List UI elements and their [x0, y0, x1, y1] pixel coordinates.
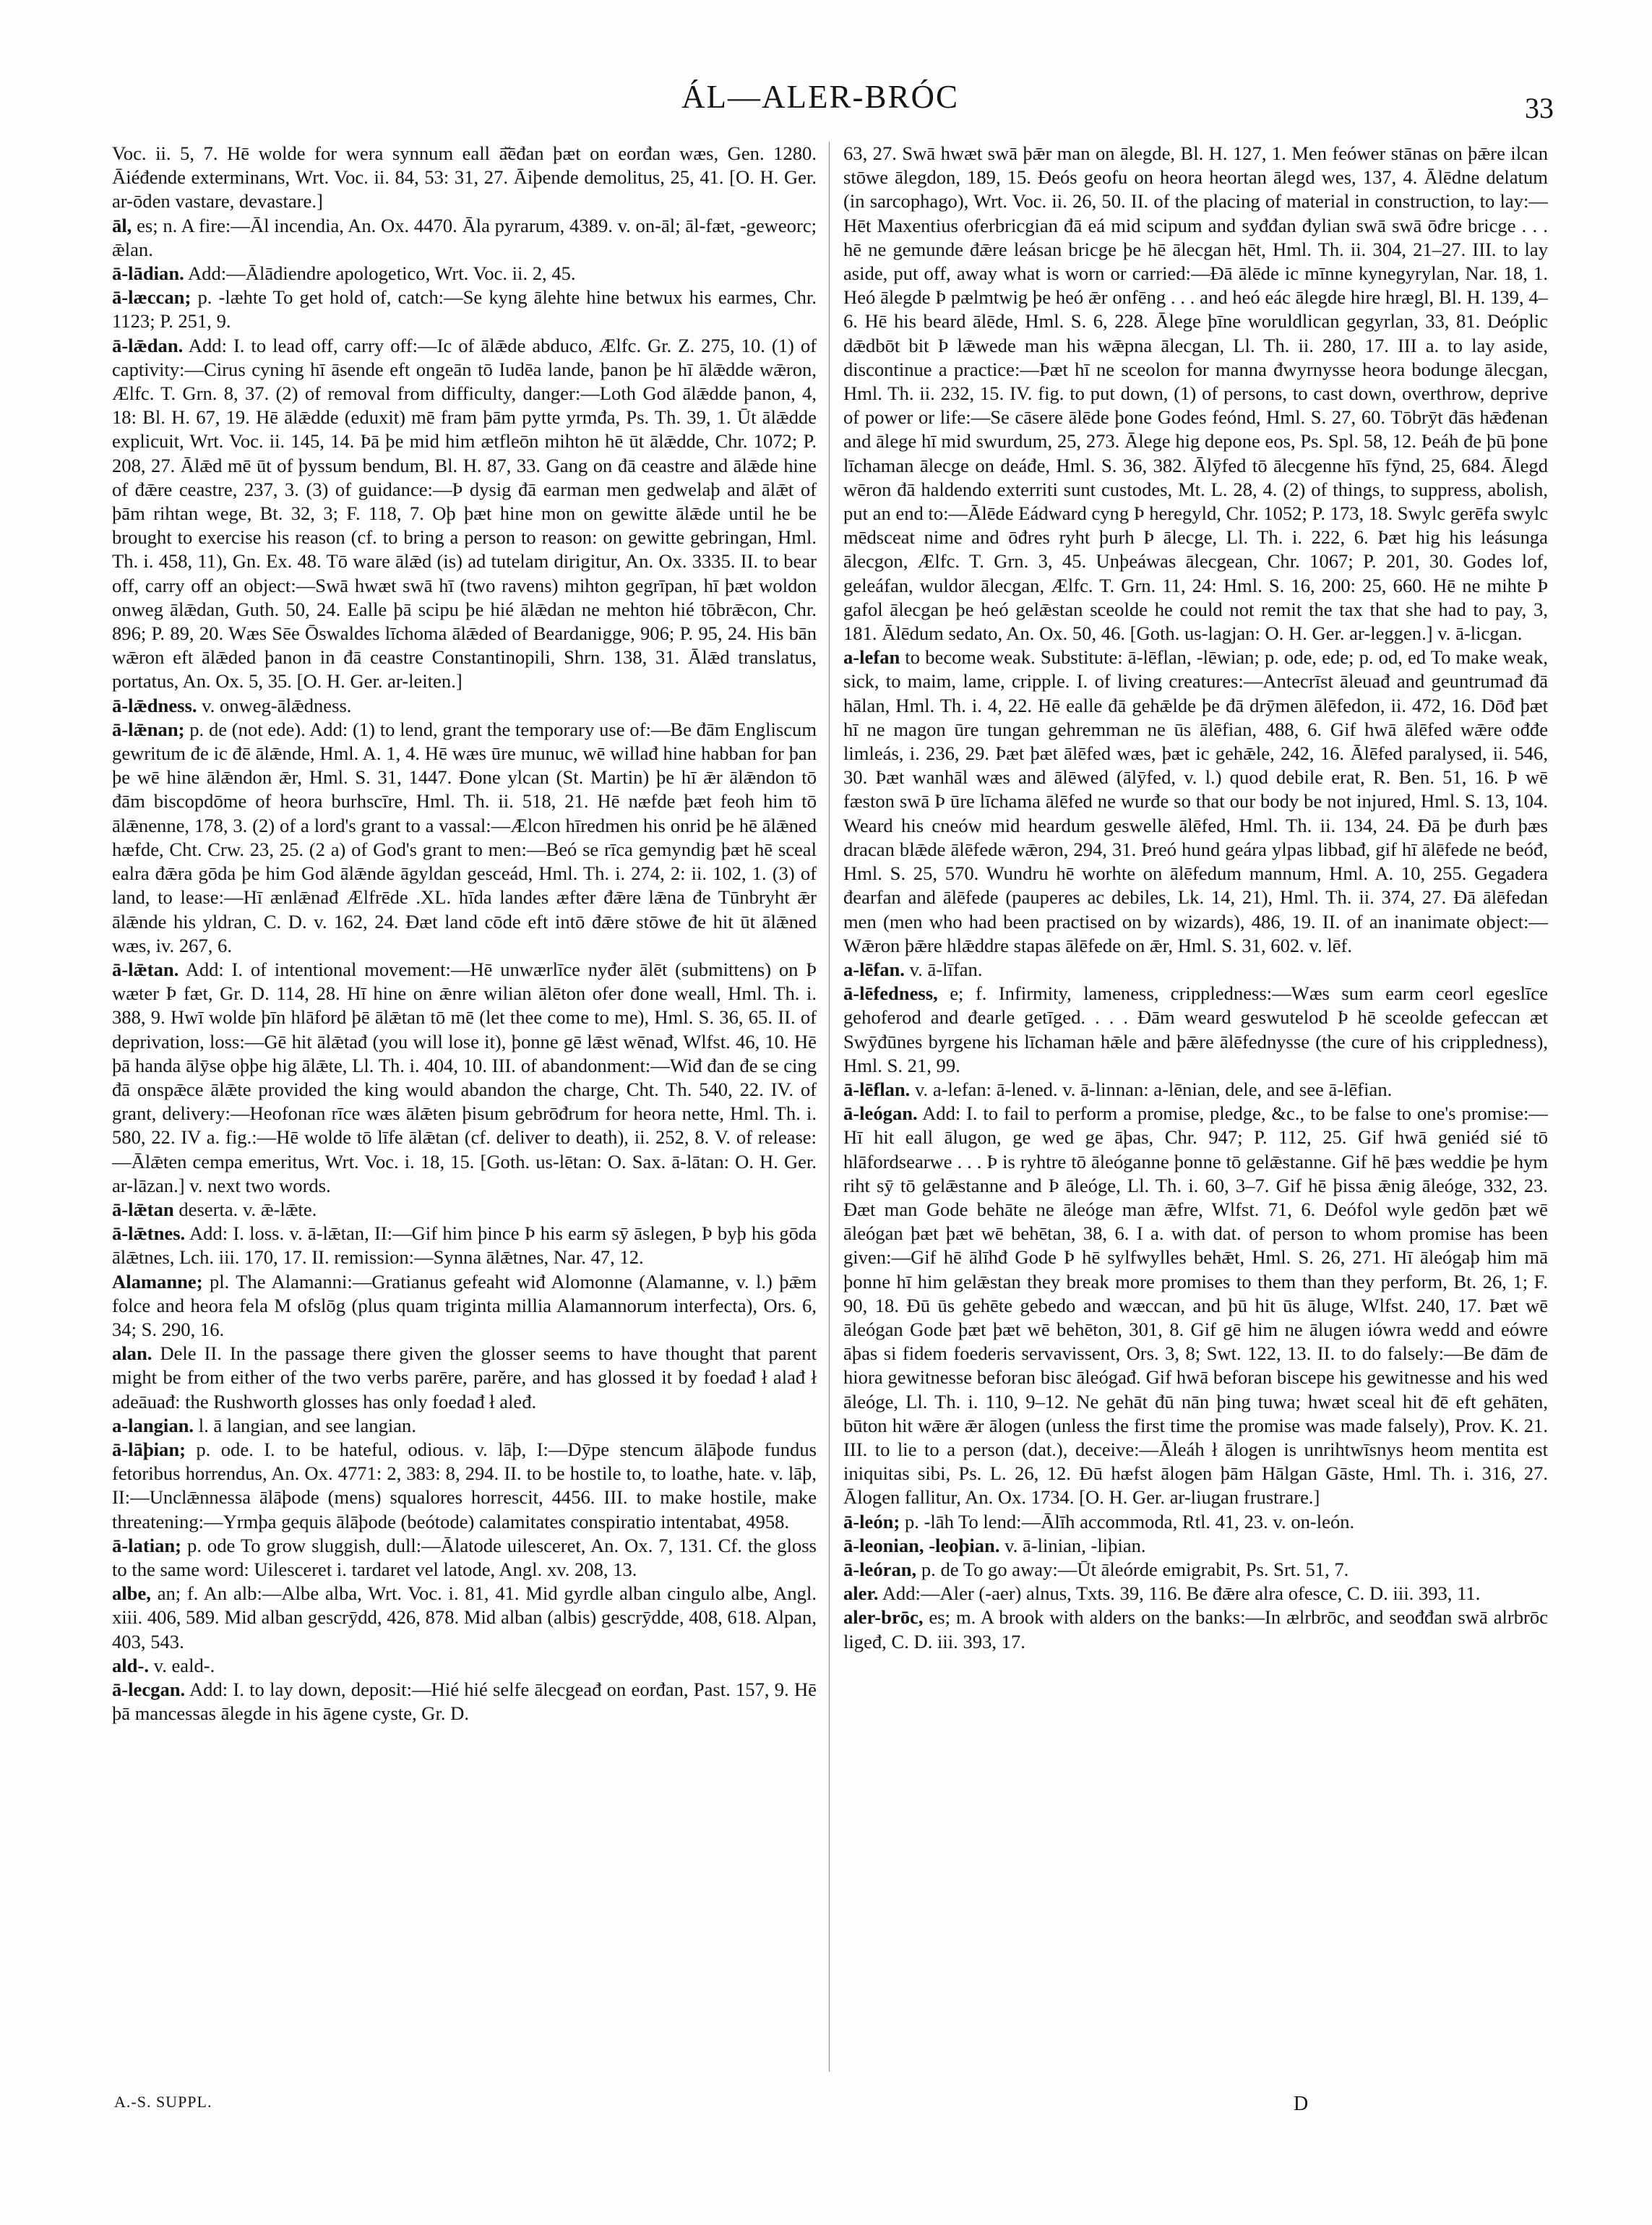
- entry-text: l. ā langian, and see langian.: [198, 1414, 417, 1436]
- dictionary-entry: [112, 1198, 817, 1222]
- right-column: [843, 142, 1548, 2093]
- entry-text: Add:—Aler (-aer) alnus, Txts. 39, 116. Be đǣre alra ofesce, C. D. iii. 393, 11.: [882, 1582, 1481, 1605]
- entry-headword: ā-læccan;: [112, 286, 192, 309]
- entry-headword: ā-lǣtan: [112, 1198, 174, 1220]
- dictionary-entry: [843, 982, 1548, 1078]
- dictionary-entry: [112, 1438, 817, 1534]
- dictionary-entry: [112, 718, 817, 958]
- entry-headword: a-langian.: [112, 1414, 194, 1436]
- entry-headword: ā-latian;: [112, 1534, 182, 1556]
- page-number: 33: [1525, 92, 1554, 124]
- dictionary-entry: [843, 1558, 1548, 1582]
- entry-headword: ā-lǣdan.: [112, 334, 184, 356]
- entry-headword: ā-lǣtnes.: [112, 1222, 186, 1245]
- entry-headword: ā-león;: [843, 1510, 900, 1532]
- dictionary-entry: [843, 1078, 1548, 1102]
- entry-text: p. -læhte To get hold of, catch:—Se kyng ālehte hine betwux his earmes, Chr. 1123; P. 251, 9.: [112, 286, 817, 333]
- entry-text: Add: I. of intentional movement:—Hē unwærlīce nyđer ālēt (submittens) on Þ wæter Þ fæt, Gr. D. 114, 28. Hī hine on ǣnre wilian ālēton ofer đone weall, Hml. Th. i. 388, 9. Hwī wolde þīn hlāford þē ālǣtan tō mē (let thee come to me), Hml. S. 36, 65. II. of deprivation, loss:—Gē hit ālǣtađ (you will lose it), þonne gē lǣst wēnađ, Wlfst. 46, 10. Hē þā handa ālȳse oþþe hig ālǣte, Ll. Th. i. 404, 10. III. of abandonment:—Wiđ đan đe se cing đā onspǣce ālǣte provided the king would abandon the charge, Cht. Th. 540, 22. IV. of grant, delivery:—Heofonan rīce wæs ālǣten þisum gebrōđrum for heora nette, Hml. Th. i. 580, 22. IV a. fig.:—Hē wolde tō līfe ālǣtan (cf. deliver to death), ii. 252, 8. V. of release:—Ālǣten cempa emeritus, Wrt. Voc. i. 18, 15. [Goth. us-lētan: O. Sax. ā-lātan: O. H. Ger. ar-lāzan.] v. next two words.: [112, 958, 817, 1196]
- dictionary-entry: [112, 1414, 817, 1438]
- entry-text: es; n. A fire:—Āl incendia, An. Ox. 4470. Āla pyrarum, 4389. v. on-āl; āl-fæt, -geweorc; ǣlan.: [112, 214, 817, 260]
- dictionary-entry: [112, 1654, 817, 1678]
- entry-headword: ald-.: [112, 1654, 149, 1676]
- entry-text: p. ode To grow sluggish, dull:—Ālatode uilesceret, An. Ox. 7, 131. Cf. the gloss to the same word: Uilesceret i. tardaret vel latode, Angl. xv. 208, 13.: [112, 1534, 817, 1580]
- dictionary-entry: [112, 1270, 817, 1342]
- entry-text: p. de To go away:—Ūt āleórde emigrabit, Ps. Srt. 51, 7.: [921, 1558, 1349, 1580]
- entry-headword: ā-lǣtan.: [112, 958, 179, 980]
- dictionary-entry: [843, 1102, 1548, 1509]
- dictionary-entry: [112, 1222, 817, 1269]
- entry-text: v. ā-linian, -liþian.: [1004, 1534, 1146, 1556]
- entry-headword: albe,: [112, 1582, 151, 1605]
- entry-headword: ā-lǣdness.: [112, 694, 197, 716]
- entry-text: Add:—Ālādiendre apologetico, Wrt. Voc. ii. 2, 45.: [187, 262, 576, 285]
- dictionary-entry: [843, 1582, 1548, 1605]
- dictionary-entry: [112, 262, 817, 286]
- page-header: [87, 78, 1554, 124]
- dictionary-entry: [112, 1342, 817, 1414]
- entry-text: Voc. ii. 5, 7. Hē wolde for wera synnum eall ā̆ēđan þæt on eorđan wæs, Gen. 1280. Āiéđende exterminans, Wrt. Voc. ii. 84, 53: 31, 27. Āiþende demolitus, 25, 41. [O. H. Ger. ar-ōden vastare, devastare.]: [112, 142, 817, 213]
- dictionary-entry: [112, 1582, 817, 1654]
- dictionary-entry: [112, 286, 817, 333]
- entry-headword: alan.: [112, 1342, 152, 1365]
- dictionary-entry: [843, 958, 1548, 982]
- left-column: [112, 142, 817, 2093]
- dictionary-entry: [112, 214, 817, 262]
- entry-text: pl. The Alamanni:—Gratianus gefeaht wiđ Alomonne (Alamanne, v. l.) þǣm folce and heora fela M ofslōg (plus quam triginta millia Alamannorum interfecta), Ors. 6, 34; S. 290, 16.: [112, 1270, 817, 1340]
- entry-text: Add: I. loss. v. ā-lǣtan, II:—Gif him þince Þ his earm sȳ āslegen, Þ byþ his gōda ālǣtnes, Lch. iii. 170, 17. II. remission:—Synna ālǣtnes, Nar. 47, 12.: [112, 1222, 817, 1269]
- dictionary-entry: [112, 958, 817, 1198]
- dictionary-entry: [112, 1678, 817, 1725]
- entry-text: v. onweg-ālǣdness.: [202, 694, 352, 716]
- entry-headword: ā-leógan.: [843, 1102, 918, 1125]
- entry-text: to become weak. Substitute: ā-lēflan, -lēwian; p. ode, ede; p. od, ed To make weak, sick, to maim, lame, cripple. I. of living creatures:—Antecrīst āleuađ and geuntrumađ đā hālan, Hml. Th. i. 4, 22. Hē ealle đā gehǣlde þe đā drȳmen ālēfedon, ii. 472, 16. Dōđ þæt hī ne magon ūre tungan gehremman ne ūs ālēfian, 488, 6. Gif hwā ālēfed wǣre ođđe limleás, i. 236, 29. Þæt þæt ālēfed wæs, þæt ic gehǣle, 242, 16. Ālēfed paralysed, ii. 546, 30. Þæt wanhāl wæs and ālēwed (ālȳfed, v. l.) quod debile erat, R. Ben. 51, 16. Þ wē fæston swā Þ ūre līchama ālēfed ne wurđe so that our body be not injured, Hml. S. 13, 104. Weard his cneów mid heardum geswelle ālēfed, Hml. Th. ii. 134, 24. Đā þe đurh þæs dracan blǣde ālēfede wǣron, 294, 31. Þreó hund geára ylpas libbađ, gif hī ālēfede ne beóđ, Hml. S. 25, 570. Wundru hē worhte on ālēfedum mannum, Hml. A. 10, 255. Gegadera đearfan and ālēfede (pauperes ac debiles, Lk. 14, 21), Hml. Th. ii. 374, 27. Đā ālēfedan men (men who had been practised on by wizards), 486, 19. II. of an inanimate object:—Wǣron þǣre hlǣddre stapas ālēfede on ǣr, Hml. S. 31, 602. v. lēf.: [843, 646, 1548, 956]
- entry-text: v. a-lefan: ā-lened. v. ā-linnan: a-lēnian, dele, and see ā-lēfian.: [914, 1078, 1393, 1100]
- entry-headword: ā-lǣnan;: [112, 718, 185, 740]
- entry-headword: Alamanne;: [112, 1270, 203, 1292]
- dictionary-entry: [112, 694, 817, 718]
- entry-text: 63, 27. Swā hwæt swā þǣr man on ālegde, Bl. H. 127, 1. Men feówer stānas on þǣre ilcan stōwe ālegdon, 189, 15. Đeós geofu on heora heortan ālegd wes, 137, 4. Ālēdne delatum (in sarcophago), Wrt. Voc. ii. 26, 50. II. of the placing of material in construction, to lay:—Hēt Maxentius oferbricgian đā eá mid scipum and syđđan đylian swā swā ōđre bricge . . . hē ne gemunde đǣre leásan bricge þe hē ālecgan hēt, Hml. Th. ii. 304, 21–27. III. to lay aside, put off, away what is worn or carried:—Đā ālēde ic mīnne kynegyrylan, Nar. 18, 1. Heó ālegde Þ pælmtwig þe heó ǣr onfēng . . . and heó eác ālegde hire hrægl, Bl. H. 139, 4–6. Hē his beard ālēde, Hml. S. 6, 228. Ālege þīne woruldlican gegyrlan, 33, 81. Deóplic dǣdbōt bit Þ lǣwede man his wǣpna ālecgan, Ll. Th. ii. 280, 17. III a. to lay aside, discontinue a practice:—Þæt hī ne sceolon for manna đwyrnysse heora bodunge ālecgan, Hml. Th. ii. 232, 15. IV. fig. to put down, (1) of persons, to cast down, overthrow, deprive of power or life:—Se cāsere ālēde þone Godes feónd, Hml. S. 27, 60. Tōbrȳt đās hǣđenan and ālege hī mid swurdum, 25, 273. Ālege hig depone eos, Ps. Spl. 58, 12. Þeáh đe þū þone līchaman ālecge on deáđe, Hml. S. 36, 382. Ālȳfed tō ālecgenne hīs fȳnd, 25, 684. Ālegd wēron đā haldendo exterriti sunt custodes, Mt. L. 28, 4. (2) of things, to suppress, abolish, put an end to:—Ālēde Eádward cyng Þ heregyld, Chr. 1052; P. 173, 18. Swylc gerēfa swylc mēdsceat nime and ōđres ryht þurh Þ ālecge, Ll. Th. i. 222, 6. Þæt hig his leásunga ālecgon, Ælfc. T. Grn. 3, 45. Unþeáwas ālecgean, Chr. 1067; P. 201, 30. Godes lof, geleáfan, wuldor ālecgan, Ælfc. T. Grn. 11, 24: Hml. S. 16, 200: 25, 660. Hē ne mihte Þ gafol ālecgan þe heó gelǣstan sceolde he could not remit the tax that she had to pay, 3, 181. Ālēdum sedato, An. Ox. 50, 46. [Goth. us-lagjan: O. H. Ger. ar-leggen.] v. ā-licgan.: [843, 142, 1548, 645]
- entry-text: Add: I. to lead off, carry off:—Ic of ālǣde abduco, Ælfc. Gr. Z. 275, 10. (1) of captivity:—Cirus cyning hī āsende eft ongeān tō Iudēa lande, þanon þe hī ālǣdde wǣron, Ælfc. T. Grn. 8, 37. (2) of removal from difficulty, danger:—Loth God ālǣdde þanon, 4, 18: Bl. H. 67, 19. Hē ālǣdde (eduxit) mē fram þām pytte yrmđa, Ps. Th. 39, 1. Ūt ālǣdde explicuit, Wrt. Voc. ii. 145, 14. Þā þe mid him ætfleōn mihton hē ūt ālǣdde, Chr. 1072; P. 208, 27. Ālǣd mē ūt of þyssum bendum, Bl. H. 87, 33. Gang on đā ceastre and ālǣde hine of đǣre ceastre, 237, 3. (3) of guidance:—Þ dysig đā earman men gedwelaþ and ālǣt of þām rihtan wege, Bt. 32, 3; F. 118, 7. Oþ þæt hine mon on gewitte ālǣde until he be brought to exercise his reason (cf. to bring a person to reason: on gewitte gebringan, Hml. Th. i. 458, 11), Gn. Ex. 48. Tō ware ālǣd (is) ad tutelam dirigitur, An. Ox. 3335. II. to bear off, carry off an object:—Swā hwæt swā hī (two ravens) mihton gegrīpan, hī þæt woldon onweg ālǣdan, Guth. 50, 24. Ealle þā scipu þe hié ālǣdan ne mehton hié tōbrǣcon, Chr. 896; P. 89, 20. Wæs Sēe Ōswaldes līchoma ālǣded of Beardanigge, 906; P. 95, 24. His bān wǣron eft ālǣded þanon in đā ceastre Constantinopili, Shrn. 138, 31. Ālǣd translatus, portatus, An. Ox. 5, 35. [O. H. Ger. ar-leiten.]: [112, 334, 817, 693]
- entry-text: deserta. v. ǣ-lǣte.: [178, 1198, 317, 1220]
- entry-text: p. de (not ede). Add: (1) to lend, grant the temporary use of:—Be đām Engliscum gewritum đe ic đē ālǣnde, Hml. A. 1, 4. Hē wæs ūre munuc, wē willađ hine habban for þan þe wē hine ālǣndon ǣr, Hml. S. 31, 1447. Đone ylcan (St. Martin) þe hī ǣr ālǣndon tō đām biscopdōme of heora burhscīre, Hml. Th. ii. 518, 21. Hē næfde þæt feoh him tō ālǣnenne, 178, 3. (2) of a lord's grant to a vassal:—Ælcon hīredmen his onrid þe hē ālǣned hæfde, Cht. Crw. 23, 25. (2 a) of God's grant to men:—Beó se rīca gemyndig þæt hē sceal ealra đǣra gōda þe him God ālǣnde āgyldan gesceád, Hml. Th. i. 274, 2: ii. 102, 1. (3) of land, to lease:—Hī ænlǣnađ Ælfrēde .XL. hīda landes æfter đǣre lǣna đe Tūnbryht ǣr ālǣnde his yldran, C. D. v. 162, 24. Đæt land cōde eft intō đǣre stōwe đe hit ūt ālǣned wæs, iv. 267, 6.: [112, 718, 817, 956]
- entry-headword: ā-lēfedness,: [843, 982, 938, 1005]
- entry-headword: ā-lecgan.: [112, 1679, 186, 1700]
- column-divider: [829, 142, 830, 2072]
- entry-headword: ā-leonian, -leoþian.: [843, 1534, 1000, 1556]
- entry-headword: aler.: [843, 1582, 879, 1605]
- running-title: ÁL—ALER-BRÓC: [681, 79, 959, 115]
- signature-mark: A.-S. SUPPL.: [114, 2093, 212, 2111]
- dictionary-entry: [843, 1534, 1548, 1558]
- entry-text: p. -lāh To lend:—Ālīh accommoda, Rtl. 41, 23. v. on-león.: [904, 1510, 1355, 1532]
- entry-headword: ā-lāþian;: [112, 1438, 186, 1460]
- entry-text: p. ode. I. to be hateful, odious. v. lāþ, I:—Dȳpe stencum ālāþode fundus fetoribus horrendus, An. Ox. 4771: 2, 383: 8, 294. II. to be hostile to, to loathe, hate. v. lāþ, II:—Unclǣnnessa ālāþode (mens) squalores horrescit, 4456. III. to make hostile, make threatening:—Yrmþa gequis ālāþode (beótode) calamitates conspiratio intentabat, 4958.: [112, 1438, 817, 1532]
- entry-headword: aler-brōc,: [843, 1606, 924, 1629]
- entry-headword: ā-lēflan.: [843, 1078, 911, 1100]
- entry-text: Add: I. to lay down, deposit:—Hié hié selfe ālecgeađ on eorđan, Past. 157, 9. Hē þā mancessas ālegde in his āgene cyste, Gr. D.: [112, 1679, 817, 1725]
- entry-text: es; m. A brook with alders on the banks:—In ælrbrōc, and seođđan swā alrbrōc ligeđ, C. D. iii. 393, 17.: [843, 1606, 1548, 1652]
- dictionary-entry: [843, 646, 1548, 958]
- entry-text: an; f. An alb:—Albe alba, Wrt. Voc. i. 81, 41. Mid gyrdle alban cingulo albe, Angl. xiii. 406, 589. Mid alban gescrȳdd, 426, 878. Mid alban (albis) gescrȳdde, 408, 618. Alpan, 403, 543.: [112, 1582, 817, 1652]
- entry-headword: ā-lādian.: [112, 262, 184, 285]
- dictionary-entry: [112, 142, 817, 214]
- entry-text: Dele II. In the passage there given the glosser seems to have thought that parent might be from either of the two verbs parēre, parĕre, and has glossed it by foedađ ł alađ ł adeāuađ: the Rushworth glosses has only foedađ ł aleđ.: [112, 1342, 817, 1412]
- dictionary-entry: [843, 1605, 1548, 1653]
- dictionary-entry: [843, 142, 1548, 646]
- dictionary-entry: [843, 1510, 1548, 1534]
- entry-text: v. ā-līfan.: [909, 958, 983, 980]
- entry-text: Add: I. to fail to perform a promise, pledge, &c., to be false to one's promise:—Hī hit eall ālugon, ge wed ge āþas, Chr. 947; P. 112, 25. Gif hwā geniéd sié tō hlāfordsearwe . . . Þ is ryhtre tō āleóganne þonne tō gelǣstanne. Gif hē þæs weddie þe hym riht sȳ tō gelǣstanne and Þ āleóge, Ll. Th. i. 60, 3–7. Gif hē þissa ǣnig āleóge, 332, 23. Đæt man Gode behāte ne āleóge man ǣfre, Wlfst. 71, 6. Deófol wyle gedōn þæt wē āleógan þæt þæt wē behētan, 38, 6. I a. with dat. of person to whom promise has been given:—Gif hē ālīhđ Gode Þ hē sylfwylles behǣt, Hml. S. 26, 271. Hī āleógaþ him mā þonne hī him gelǣstan they break more promises to them than they perform, Bt. 26, 1; F. 90, 18. Đū ūs gehēte gebedo and wæccan, and þū hit ūs āluge, Wlfst. 240, 17. Þæt wē āleógan Gode þæt þæt wē behēton, 301, 8. Gif gē him ne ālugen iówra wedd and eówre āþas si fidem foederis servavissent, Ors. 3, 8; Swt. 122, 13. II. to do falsely:—Be đām đe hiora gewitnesse beforan bisc āleógađ. Gif hwā beforan biscepe his gewitnesse and his wed āleóge, Ll. Th. i. 110, 9–12. Ne gehāt đū nān þing tuwa; hwæt sceal hit đē eft gehāten, būton hit wǣre ǣr ālogen (unless the first time the promise was made falsely), Prov. K. 21. III. to lie to a person (dat.), deceive:—Āleáh ł ālogen is unrihtwīsnys heom mentita est iniquitas sibi, Ps. L. 26, 12. Đū hæfst ālogen þām Hālgan Gāste, Hml. Th. i. 316, 27. Ālogen fallitur, An. Ox. 1734. [O. H. Ger. ar-liugan frustrare.]: [843, 1102, 1548, 1509]
- entry-headword: a-lēfan.: [843, 958, 905, 980]
- entry-headword: ā-leóran,: [843, 1558, 917, 1580]
- entry-headword: āl,: [112, 214, 132, 236]
- gathering-mark: D: [1294, 2093, 1309, 2115]
- dictionary-entry: [112, 1534, 817, 1582]
- entry-text: e; f. Infirmity, lameness, crippledness:—Wæs sum earm ceorl egeslīce gehoferod and đearle getīged. . . . Đām weard geswutelod Þ hē sceolde gefeccan æt Swȳđūnes byrgene his līchaman hǣle and þǣre ālēfednysse (the cure of his crippledness), Hml. S. 21, 99.: [843, 982, 1548, 1076]
- entry-headword: a-lefan: [843, 646, 900, 669]
- dictionary-entry: [112, 334, 817, 694]
- entry-text: v. eald-.: [153, 1654, 215, 1676]
